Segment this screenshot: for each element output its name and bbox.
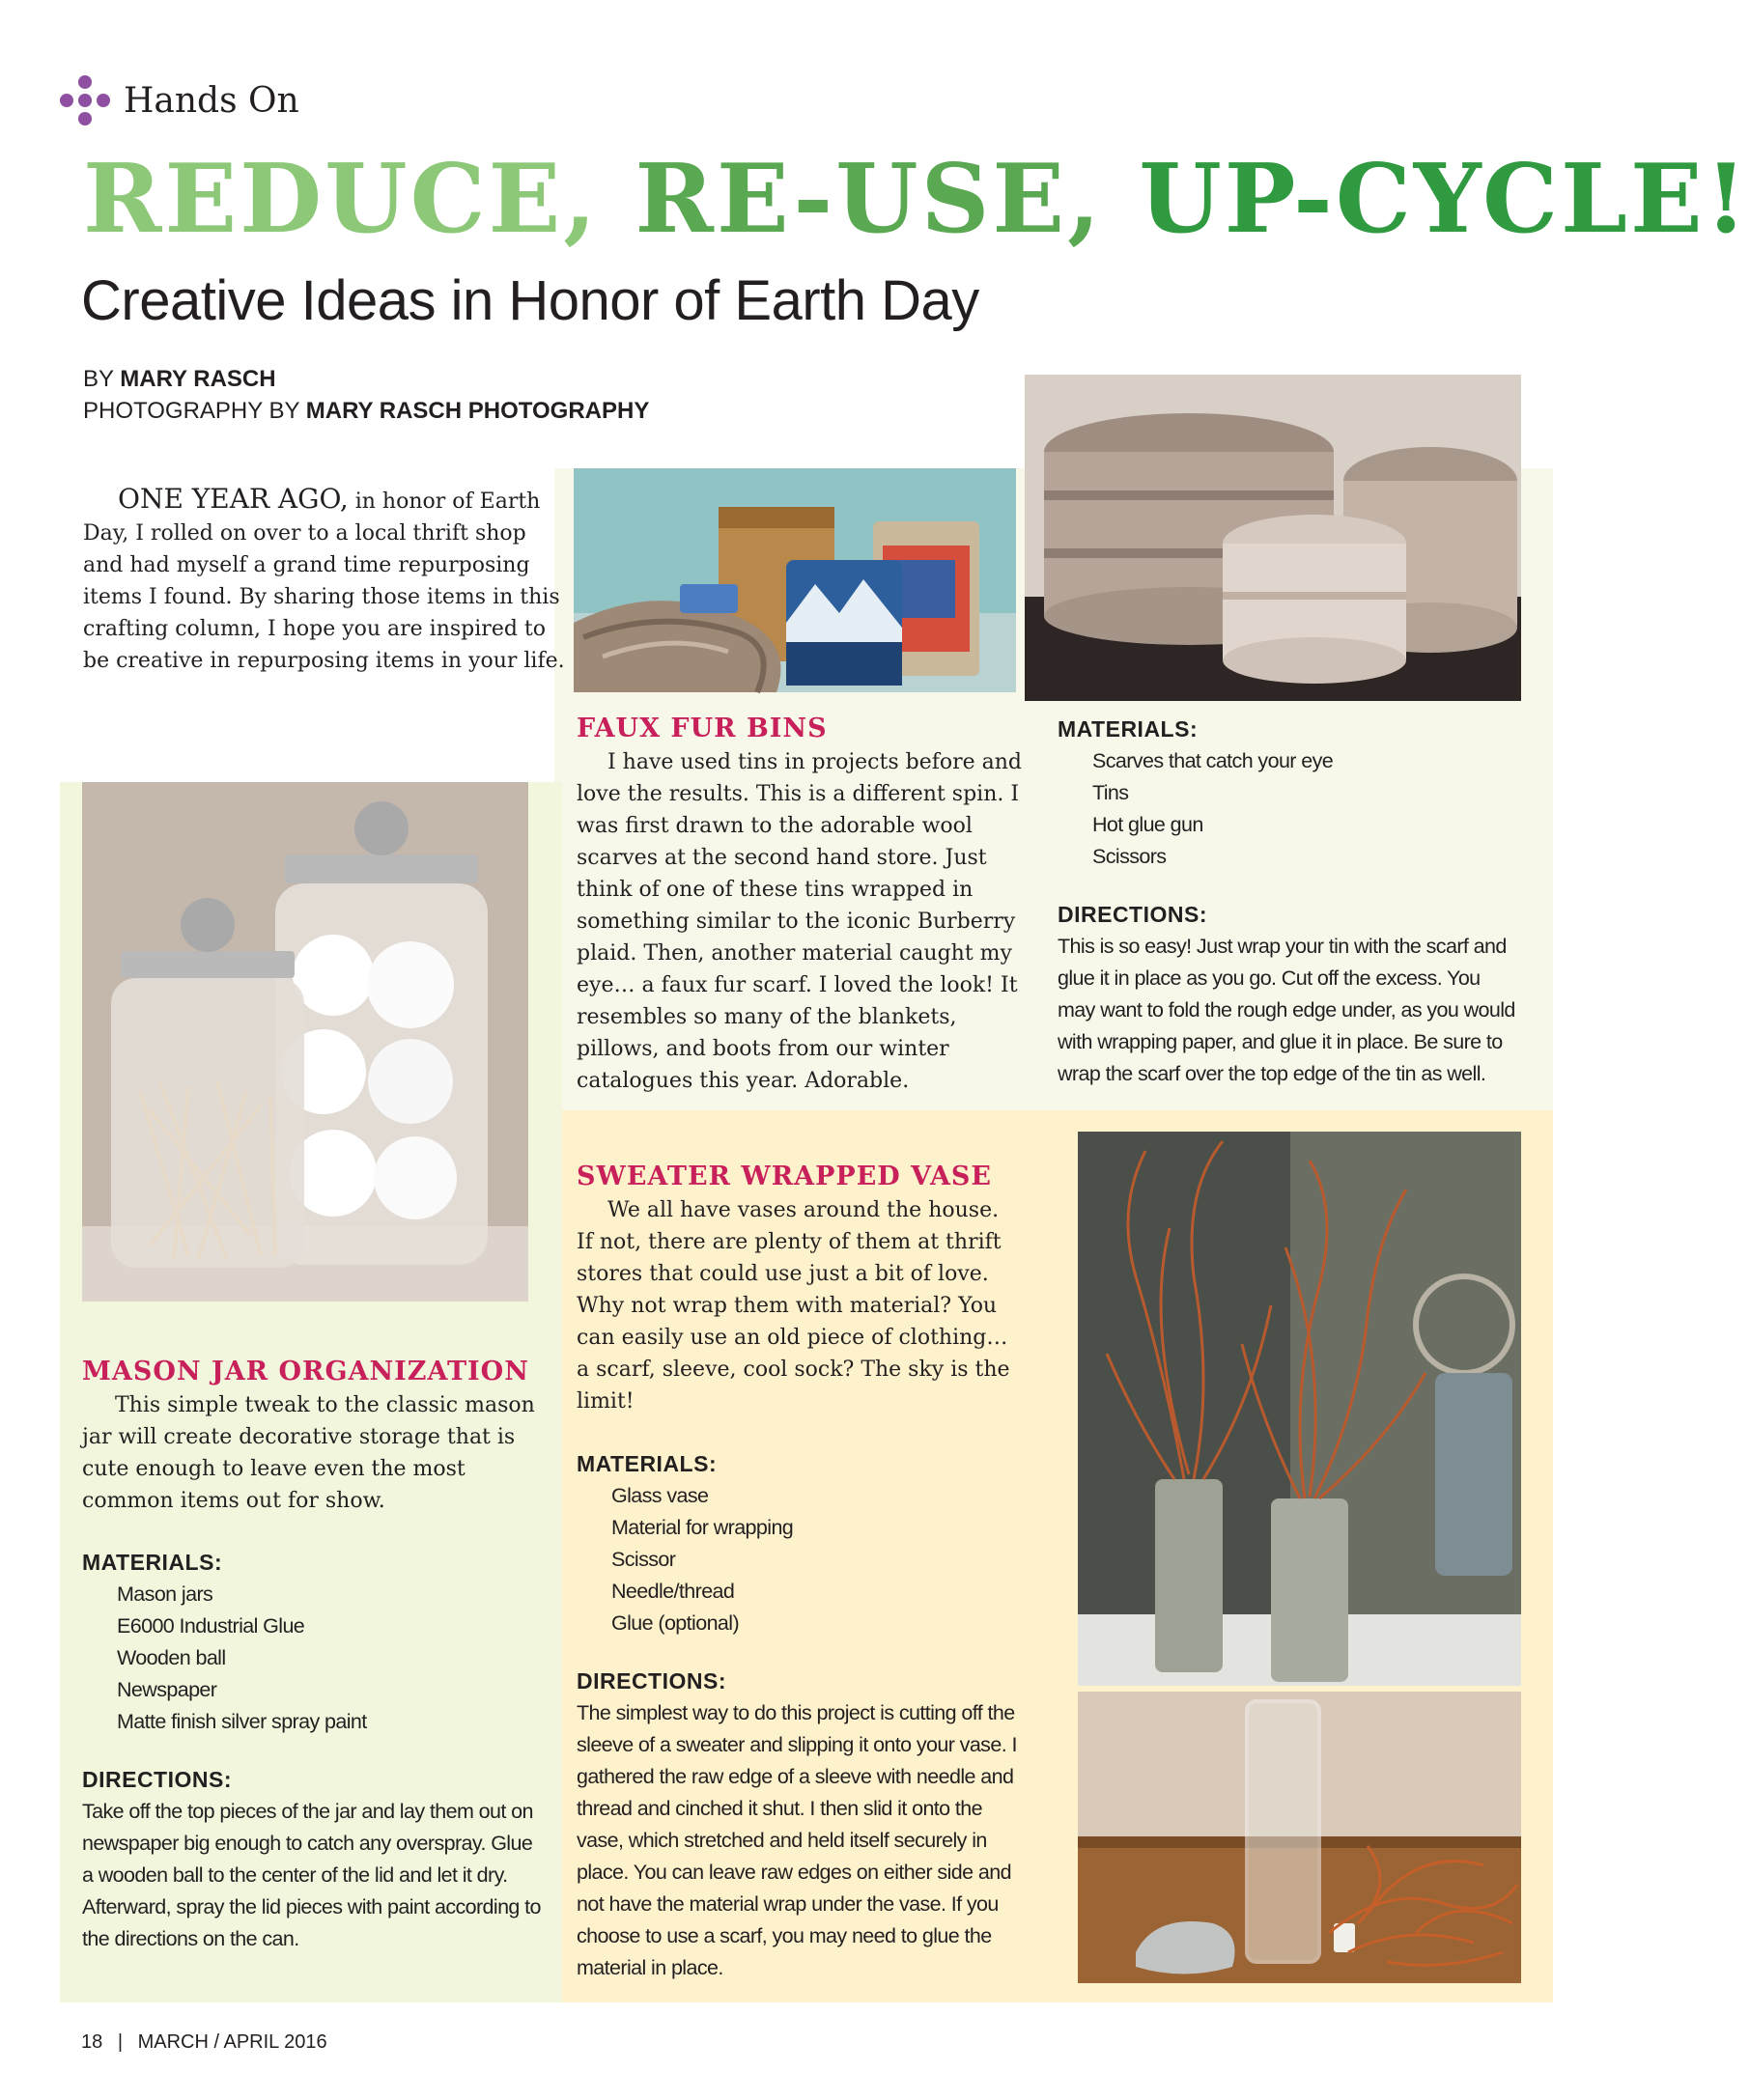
issue-date: MARCH / APRIL 2016	[137, 2031, 327, 2053]
list-item: Wooden ball	[117, 1646, 226, 1669]
mason-jar-title: MASON JAR ORGANIZATION	[82, 1357, 529, 1386]
list-item: Matte finish silver spray paint	[117, 1710, 367, 1733]
author-line: BY MARY RASCH	[83, 366, 276, 392]
photographer-line: PHOTOGRAPHY BY MARY RASCH PHOTOGRAPHY	[83, 398, 650, 424]
byline	[83, 363, 649, 427]
list-item: Scissor	[611, 1548, 676, 1571]
faux-fur-materials-list	[1058, 745, 1521, 873]
headline-part-reduce: REDUCE,	[83, 144, 600, 255]
photographer-name: MARY RASCH PHOTOGRAPHY	[305, 398, 650, 424]
sweater-vase-materials-list	[577, 1480, 1030, 1639]
page-number: 18	[81, 2031, 103, 2053]
page-footer	[81, 2031, 327, 2054]
mason-jar-materials-heading: MATERIALS:	[82, 1550, 223, 1575]
intro-lead: ONE YEAR AGO,	[118, 483, 349, 515]
mason-jar-instructions	[82, 1550, 546, 1955]
headline-part-upcycle: UP-CYCLE!	[1139, 144, 1750, 255]
author-name: MARY RASCH	[120, 366, 276, 392]
subtitle: Creative Ideas in Honor of Earth Day	[81, 269, 979, 332]
list-item: Glass vase	[611, 1484, 709, 1507]
faux-fur-materials-heading: MATERIALS:	[1058, 716, 1199, 742]
mason-jar-directions-heading: DIRECTIONS:	[82, 1767, 232, 1792]
sweater-vase-directions-heading: DIRECTIONS:	[577, 1668, 726, 1694]
section-label: Hands On	[124, 80, 299, 121]
faux-fur-instructions	[1058, 716, 1521, 1090]
list-item: Glue (optional)	[611, 1611, 740, 1635]
vase-branches-photo	[1078, 1132, 1521, 1686]
faux-fur-directions: This is so easy! Just wrap your tin with the scarf and glue it in place as you go. Cut off the excess. You may want to fold the rough edge under, as you would with wrapping paper, and glue it in place. Be sure to wrap the scarf over the top edge of the tin as well.	[1058, 935, 1515, 1085]
footer-separator: |	[117, 2031, 124, 2053]
list-item: Hot glue gun	[1092, 813, 1203, 836]
faux-fur-body: I have used tins in projects before and love the results. This is a different spin. I was first drawn to the adorable wool scarves at the second hand store. Just think of one of these tins wrapped in something similar to the iconic Burberry plaid. Then, another material caught my eye… a faux fur scarf. I loved the look! It resembles so many of the blankets, pillows, and boots from our winter catalogues this year. Adorable.	[577, 750, 1023, 1093]
section-tag	[60, 75, 299, 126]
intro-text: in honor of Earth Day, I rolled on over to a local thrift shop and had myself a grand time repurposing items I found. By sharing those items in this crafting column, I hope you are inspired to be creative in repurposing items in your life.	[83, 490, 565, 673]
faux-fur-title: FAUX FUR BINS	[577, 714, 828, 743]
list-item: Scarves that catch your eye	[1092, 749, 1334, 772]
tins-photo	[574, 468, 1016, 692]
list-item: Tins	[1092, 781, 1129, 804]
list-item: Newspaper	[117, 1678, 217, 1701]
flower-dots-icon	[60, 75, 110, 126]
list-item: Needle/thread	[611, 1580, 735, 1603]
mason-jar-materials-list	[82, 1579, 546, 1738]
sweater-vase-instructions	[577, 1451, 1030, 1984]
intro-paragraph	[83, 483, 566, 677]
fur-bins-photo	[1025, 375, 1521, 701]
list-item: E6000 Industrial Glue	[117, 1614, 305, 1638]
list-item: Mason jars	[117, 1582, 213, 1606]
sweater-vase-body: We all have vases around the house. If not, there are plenty of them at thrift stores that could use just a bit of love. Why not wrap them with material? You can easily use an old piece of clothing… a scarf, sleeve, cool sock? The sky is the limit!	[577, 1198, 1010, 1414]
mason-jar-body: This simple tweak to the classic mason jar will create decorative storage that is cute enough to leave even the most common items out for show.	[82, 1393, 535, 1513]
faux-fur-directions-heading: DIRECTIONS:	[1058, 902, 1207, 927]
sweater-vase-directions: The simplest way to do this project is cutting off the sleeve of a sweater and slipping it onto your vase. I gathered the raw edge of a sleeve with needle and thread and cinched it shut. I then slid it onto the vase, which stretched and held itself securely in place. You can leave raw edges on either side and not have the material wrap under the vase. If you choose to use a scarf, you may need to glue the material in place.	[577, 1701, 1017, 1979]
headline	[83, 144, 1750, 255]
list-item: Scissors	[1092, 845, 1167, 868]
list-item: Material for wrapping	[611, 1516, 794, 1539]
glass-vase-photo	[1078, 1692, 1521, 1983]
headline-part-reuse: RE-USE,	[635, 144, 1104, 255]
sweater-vase-title: SWEATER WRAPPED VASE	[577, 1162, 992, 1191]
mason-jar-photo	[82, 782, 528, 1302]
mason-jar-directions: Take off the top pieces of the jar and lay them out on newspaper big enough to catch any overspray. Glue a wooden ball to the center of the lid and let it dry. Afterward, spray the lid pieces with paint according to the directions on the can.	[82, 1800, 541, 1950]
sweater-vase-materials-heading: MATERIALS:	[577, 1451, 718, 1476]
